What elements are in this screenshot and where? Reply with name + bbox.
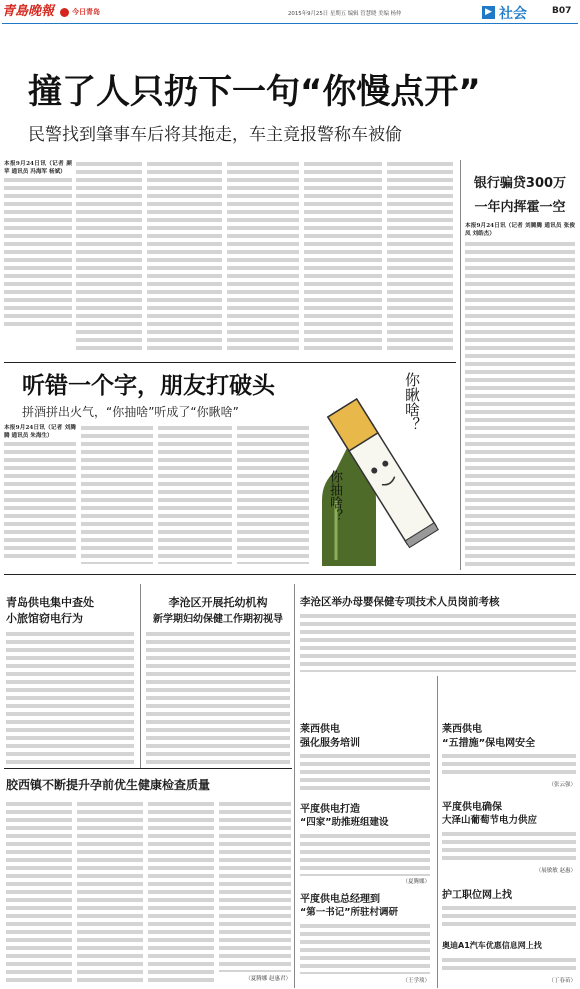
cigarette-illustration: [314, 350, 456, 566]
speech-bubble-2: 你抽啥？: [327, 470, 342, 522]
brief-1-sub: 强化服务培训: [300, 738, 360, 749]
section-prefix-label: 今日青岛: [72, 8, 100, 16]
lead-headline: 撞了人只扔下一句“你慢点开”: [28, 72, 481, 112]
right-headline-1: 银行骗贷300万: [473, 176, 567, 191]
speech-bubble-1: 你瞅啥？: [403, 372, 421, 432]
credit-6: （夏腾娜 赵惠君）: [245, 976, 291, 982]
masthead-rule: [2, 23, 578, 24]
section-badge: [482, 2, 548, 23]
page-number: B07: [552, 6, 572, 16]
side-brief-2-body: [442, 830, 576, 864]
bottom-divider-3: [437, 676, 438, 988]
bottom-right-head: 李沧区举办母婴保健专项技术人员岗前考核: [300, 596, 500, 608]
body-text-block: [4, 440, 76, 560]
second-body-col-4: [237, 424, 309, 564]
brief-3-sub: “第一书记”所驻村调研: [300, 907, 398, 918]
side-brief-2-sub: 大泽山葡萄节电力供应: [442, 815, 538, 826]
right-headline-2: 一年内挥霍一空: [474, 200, 566, 215]
bottom-divider-2: [294, 584, 295, 988]
side-brief-3-title: 护工职位网上找: [442, 890, 512, 901]
section-name: 社会: [499, 5, 527, 22]
brief-2-title: 平度供电打造: [300, 804, 360, 815]
body-text-block: [4, 176, 72, 326]
bottom-wide-body-col-3: [148, 800, 214, 986]
lead-body-col-2: [76, 160, 142, 354]
masthead: [0, 0, 580, 24]
lead-body-col-4: [227, 160, 299, 354]
brief-1-title: 莱西供电: [300, 724, 340, 735]
bottom-left-head-2: 小旅馆窃电行为: [6, 612, 83, 625]
side-brief-1-sub: “五措施”保电网安全: [442, 738, 536, 749]
logo-text: 青島晚報: [2, 4, 55, 19]
bottom-mid-body: [146, 630, 290, 764]
brief-2-sub: “四家”助推班组建设: [300, 817, 389, 828]
brief-3-title: 平度供电总经理到: [300, 894, 380, 905]
brief-3-body: [300, 922, 430, 974]
second-headline: 听错一个字，朋友打破头: [22, 373, 275, 399]
lead-subhead: 民警找到肇事车后将其拖走，车主竟报警称车被偷: [28, 125, 402, 145]
bottom-left-rule: [4, 768, 292, 769]
second-body-col-3: [158, 424, 232, 564]
bottom-wide-body-col-1: [6, 800, 72, 986]
second-byline: 本报9月24日讯（记者 刘腾腾 通讯员 朱海生）: [4, 425, 76, 439]
arrow-icon: ▶: [482, 6, 495, 19]
right-column-divider: [460, 160, 461, 570]
side-brief-4-body: [442, 956, 576, 974]
lead-body-col-1: [4, 160, 72, 354]
right-body: [465, 240, 575, 566]
credit-4: （丁春苗）: [548, 978, 576, 984]
bottom-divider-1: [140, 584, 141, 768]
credit-5: （王学琰）: [402, 978, 430, 984]
brief-2-body: [300, 832, 430, 876]
side-brief-4-title: 奥迪A1汽车优惠信息网上找: [442, 941, 542, 950]
sun-icon: [60, 8, 69, 17]
dateline: 2015年9月25日 星期五 编辑 管慧晓 美编 杨仲: [288, 11, 402, 17]
credit-3: （夏腾娜）: [402, 879, 430, 885]
middle-rule: [4, 574, 576, 575]
bottom-mid-head-1: 李沧区开展托幼机构: [168, 596, 268, 609]
lead-body-col-3: [147, 160, 222, 354]
cigarette-bottle-icon: [314, 350, 456, 566]
side-brief-2-title: 平度供电确保: [442, 802, 502, 813]
right-byline: 本报9月24日讯（记者 刘腾腾 通讯员 张俊凤 刘皓杰）: [465, 223, 575, 237]
bottom-left-head-1: 青岛供电集中查处: [6, 596, 94, 609]
side-brief-1-body: [442, 752, 576, 778]
bottom-wide-body-col-4: [219, 800, 291, 972]
section-prefix: [60, 5, 100, 19]
bottom-mid-head-2: 新学期妇幼保健工作期初视导: [153, 614, 283, 625]
credit-1: （张云强）: [548, 782, 576, 788]
bottom-right-body: [300, 612, 576, 672]
second-subhead: 拼酒拼出火气，“你抽啥”听成了“你瞅啥”: [22, 405, 239, 419]
bottom-left-body: [6, 630, 134, 764]
lead-byline: 本报9月24日讯（记者 颜苹 通讯员 冯海军 杨斌）: [4, 161, 72, 175]
second-body-col-1: [4, 424, 76, 564]
second-body-col-2: [81, 424, 153, 564]
bottom-wide-body-col-2: [77, 800, 143, 986]
side-brief-3-body: [442, 904, 576, 930]
lead-body-col-5: [304, 160, 382, 354]
bottom-wide-head: 胶西镇不断提升孕前优生健康检查质量: [6, 778, 211, 792]
brief-1-body: [300, 752, 430, 794]
newspaper-logo: [2, 2, 58, 21]
side-brief-1-title: 莱西供电: [442, 724, 482, 735]
credit-2: （展敏敏 赵惠）: [535, 868, 576, 874]
lead-body-col-6: [387, 160, 453, 354]
